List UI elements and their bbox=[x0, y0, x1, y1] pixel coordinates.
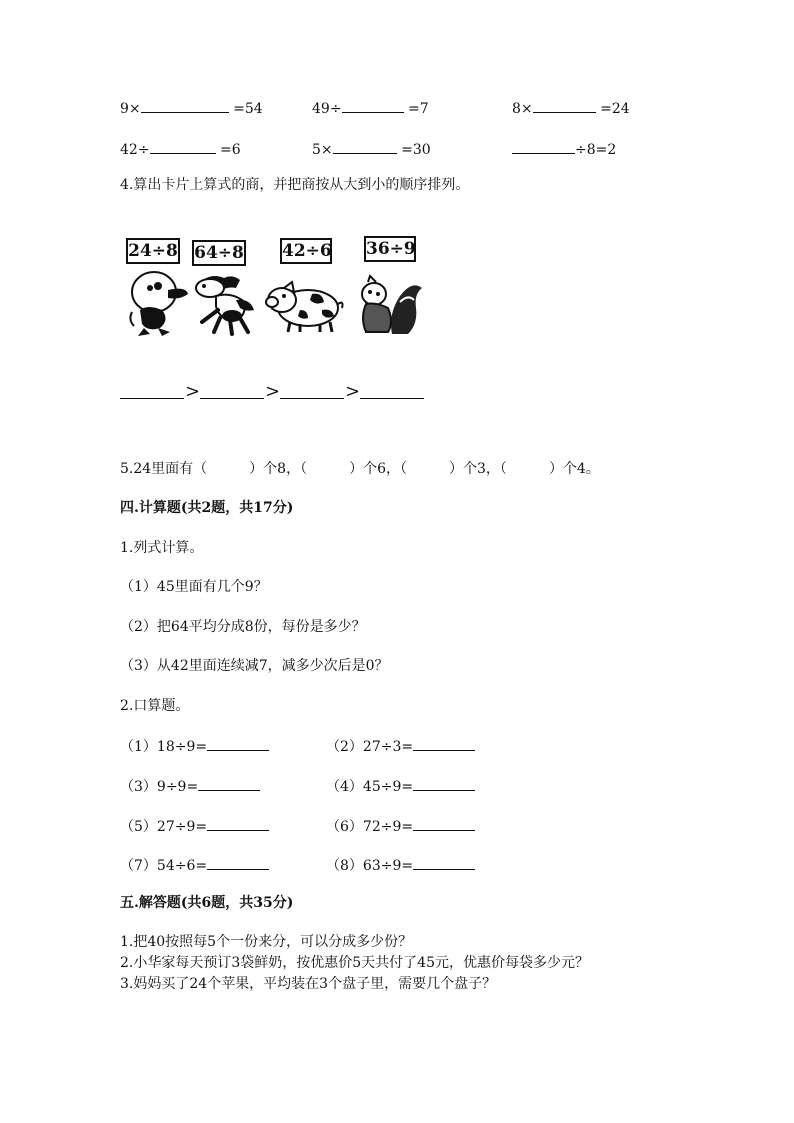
q5-part: ）个4。 bbox=[548, 461, 600, 477]
s4-q1-item: （1）45里面有几个9？ bbox=[120, 579, 268, 595]
oral-expr: （5）27÷9= bbox=[120, 819, 208, 835]
card-4: 36÷9 bbox=[364, 236, 416, 262]
fill-expr-post: =54 bbox=[233, 101, 263, 117]
fill-item-5 bbox=[312, 139, 431, 159]
q5-part: ）个6，（ bbox=[349, 461, 408, 477]
s5-item: 1.把40按照每5个一份来分，可以分成多少份？ bbox=[120, 934, 413, 950]
card-3: 42÷6 bbox=[280, 238, 332, 264]
answer-blank[interactable] bbox=[150, 139, 216, 154]
oral-expr: （7）54÷6= bbox=[120, 858, 208, 874]
order-blank-2[interactable] bbox=[200, 398, 264, 399]
oral-expr: （8）63÷9= bbox=[326, 858, 414, 874]
oral-item-8 bbox=[326, 855, 475, 875]
fill-expr-post: =30 bbox=[401, 142, 431, 158]
q5-part: ）个3，（ bbox=[449, 461, 507, 477]
oral-item-2 bbox=[326, 736, 475, 756]
fill-expr-pre: 9× bbox=[120, 101, 141, 117]
answer-blank[interactable] bbox=[413, 855, 475, 870]
order-blank-3[interactable] bbox=[280, 398, 344, 399]
s4-q2-title: 2.口算题。 bbox=[120, 698, 190, 714]
fill-item-4 bbox=[120, 139, 241, 159]
answer-blank[interactable] bbox=[413, 736, 475, 751]
q4-title: 4.算出卡片上算式的商，并把商按从大到小的顺序排列。 bbox=[120, 177, 470, 193]
fill-expr-post: =24 bbox=[600, 101, 630, 117]
q5-part: ）个8，（ bbox=[249, 461, 308, 477]
answer-blank[interactable] bbox=[413, 816, 475, 831]
answer-blank[interactable] bbox=[207, 816, 269, 831]
squirrel-icon bbox=[352, 274, 424, 336]
fill-item-6 bbox=[512, 139, 616, 159]
oral-item-5 bbox=[120, 816, 269, 836]
s5-item: 3.妈妈买了24个苹果，平均装在3个盘子里，需要几个盘子？ bbox=[120, 976, 497, 992]
fill-item-1 bbox=[120, 98, 263, 118]
answer-blank[interactable] bbox=[207, 855, 269, 870]
fill-expr-pre: 8× bbox=[512, 101, 533, 117]
duck-icon bbox=[124, 268, 190, 338]
oral-expr: （3）9÷9= bbox=[120, 779, 199, 795]
fill-item-3 bbox=[512, 98, 630, 118]
oral-item-4 bbox=[326, 776, 475, 796]
answer-blank[interactable] bbox=[413, 776, 475, 791]
answer-blank[interactable] bbox=[342, 98, 404, 113]
oral-item-7 bbox=[120, 855, 269, 875]
q5-prefix: 5.24里面有（ bbox=[120, 461, 208, 477]
fill-expr-pre: 42÷ bbox=[120, 142, 150, 158]
answer-blank[interactable] bbox=[512, 139, 575, 154]
fill-expr-pre: 49÷ bbox=[312, 101, 342, 117]
answer-blank[interactable] bbox=[207, 736, 269, 751]
section5-title: 五.解答题(共6题，共35分) bbox=[120, 895, 294, 911]
oral-expr: （4）45÷9= bbox=[326, 779, 414, 795]
answer-blank[interactable] bbox=[533, 98, 596, 113]
card-2: 64÷8 bbox=[192, 240, 246, 266]
oral-item-1 bbox=[120, 736, 269, 756]
pig-icon bbox=[264, 280, 344, 334]
oral-expr: （1）18÷9= bbox=[120, 739, 208, 755]
fill-expr-post: =7 bbox=[408, 101, 429, 117]
section4-title: 四.计算题(共2题，共17分) bbox=[120, 500, 294, 516]
s4-q1-item: （3）从42里面连续减7，减多少次后是0？ bbox=[120, 658, 389, 674]
answer-blank[interactable] bbox=[141, 98, 229, 113]
answer-blank[interactable] bbox=[198, 776, 260, 791]
fill-expr-post: =6 bbox=[220, 142, 241, 158]
order-blank-1[interactable] bbox=[120, 398, 184, 399]
oral-expr: （6）72÷9= bbox=[326, 819, 414, 835]
fill-item-2 bbox=[312, 98, 429, 118]
fill-expr-post: ÷8=2 bbox=[575, 142, 617, 158]
greater-than-1: > bbox=[185, 381, 201, 402]
horse-icon bbox=[190, 270, 256, 336]
s4-q1-item: （2）把64平均分成8份，每份是多少？ bbox=[120, 619, 366, 635]
oral-item-6 bbox=[326, 816, 475, 836]
answer-blank[interactable] bbox=[333, 139, 397, 154]
s4-q1-title: 1.列式计算。 bbox=[120, 540, 204, 556]
oral-item-3 bbox=[120, 776, 260, 796]
order-blank-4[interactable] bbox=[360, 398, 424, 399]
card-1: 24÷8 bbox=[126, 238, 180, 264]
s5-item: 2.小华家每天预订3袋鲜奶，按优惠价5天共付了45元，优惠价每袋多少元？ bbox=[120, 955, 589, 971]
oral-expr: （2）27÷3= bbox=[326, 739, 414, 755]
q5-text bbox=[120, 460, 600, 478]
fill-expr-pre: 5× bbox=[312, 142, 333, 158]
greater-than-3: > bbox=[345, 381, 361, 402]
greater-than-2: > bbox=[265, 381, 281, 402]
